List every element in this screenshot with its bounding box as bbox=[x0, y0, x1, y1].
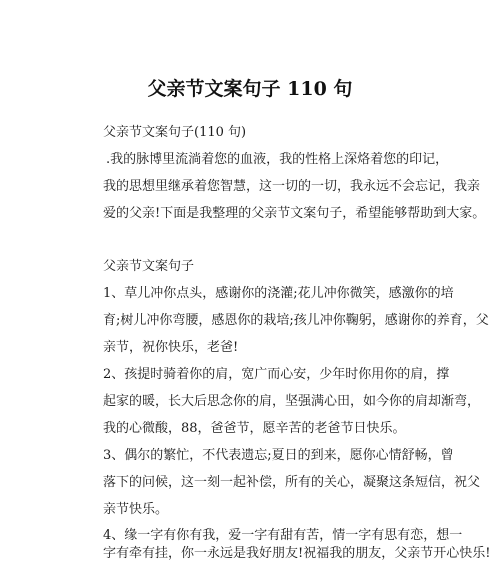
intro-line: 我的思想里继承着您智慧，这一切的一切，我永远不会忘记，我亲 bbox=[103, 179, 481, 194]
document-title: 父亲节文案句子 110 句 bbox=[147, 78, 353, 100]
item-line: 2、孩提时骑着你的肩，宽广而心安，少年时你用你的肩，撑 bbox=[103, 367, 450, 382]
item-line: 字有牵有挂，你一永远是我好朋友!祝福我的朋友，父亲节开心快乐! bbox=[103, 546, 491, 561]
item-line: 育;树儿冲你弯腰，感恩你的栽培;孩儿冲你鞠躬，感谢你的养育，父 bbox=[103, 313, 489, 328]
item-line: 亲节快乐。 bbox=[103, 502, 169, 517]
item-line: 1、草儿冲你点头，感谢你的浇灌;花儿冲你微笑，感激你的培 bbox=[103, 286, 454, 301]
item-line: 我的心微酸，88，爸爸节，愿辛苦的老爸节日快乐。 bbox=[103, 421, 406, 436]
intro-line: .我的脉博里流淌着您的血液，我的性格上深烙着您的印记， bbox=[106, 152, 449, 167]
item-line: 落下的问候，这一刻一起补偿，所有的关心，凝聚这条短信，祝父 bbox=[103, 475, 481, 490]
item-line: 亲节，祝你快乐，老爸! bbox=[103, 340, 239, 355]
intro-line: 爱的父亲!下面是我整理的父亲节文案句子，希望能够帮助到大家。 bbox=[103, 206, 486, 221]
section-heading: 父亲节文案句子 bbox=[103, 259, 195, 274]
item-line: 起家的暖，长大后思念你的肩，坚强满心田，如今你的肩却渐弯， bbox=[103, 394, 481, 409]
item-line: 4、缘一字有你有我，爱一字有甜有苦，情一字有思有恋，想一 bbox=[103, 528, 463, 543]
item-line: 3、偶尔的繁忙，不代表遗忘;夏日的到来，愿你心情舒畅，曾 bbox=[103, 448, 454, 463]
document-subtitle: 父亲节文案句子(110 句) bbox=[103, 125, 247, 140]
